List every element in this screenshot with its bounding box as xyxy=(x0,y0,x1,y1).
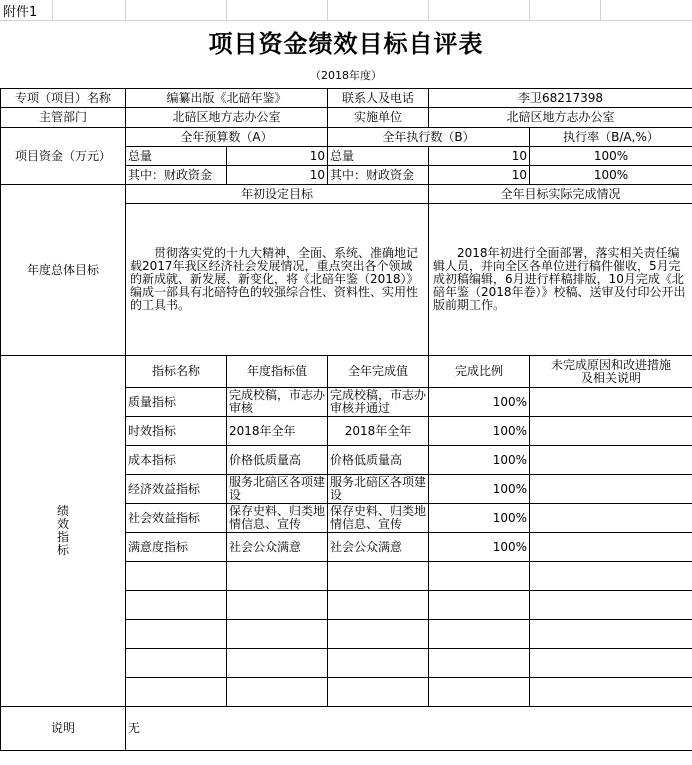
exec-header[interactable]: 全年执行数（B） xyxy=(328,128,530,147)
empty-cell[interactable] xyxy=(328,620,429,649)
indicator-name[interactable]: 满意度指标 xyxy=(126,533,227,562)
indicator-reason[interactable] xyxy=(530,388,692,417)
empty-cell[interactable] xyxy=(328,562,429,591)
grid-line xyxy=(52,0,53,20)
indicator-reason[interactable] xyxy=(530,504,692,533)
indicator-name[interactable]: 时效指标 xyxy=(126,417,227,446)
project-name-cell[interactable]: 编纂出版《北碚年鉴》 xyxy=(126,89,328,108)
empty-cell[interactable] xyxy=(328,678,429,707)
empty-cell[interactable] xyxy=(429,591,530,620)
indicator-char: 效 xyxy=(56,517,69,531)
indicator-ratio-header[interactable]: 完成比例 xyxy=(429,356,530,388)
actual-header[interactable]: 全年目标实际完成情况 xyxy=(429,185,692,204)
dept-label[interactable]: 主管部门 xyxy=(1,108,126,128)
reason-header-line: 及相关说明 xyxy=(581,370,642,385)
empty-cell[interactable] xyxy=(126,678,227,707)
empty-cell[interactable] xyxy=(429,562,530,591)
indicator-char: 指 xyxy=(56,530,69,544)
indicator-ratio[interactable]: 100% xyxy=(429,388,530,417)
indicator-target[interactable]: 2018年全年 xyxy=(227,417,328,446)
form-title[interactable]: 项目资金绩效目标自评表 xyxy=(208,29,484,58)
attachment-label[interactable]: 附件1 xyxy=(3,5,38,20)
year-label[interactable]: （2018年度） xyxy=(310,69,382,82)
overall-header-row xyxy=(1,185,692,204)
indicator-reason[interactable] xyxy=(530,475,692,504)
funds-label[interactable]: 项目资金（万元） xyxy=(1,128,126,185)
funds-fiscal-exec[interactable]: 10 xyxy=(429,166,530,185)
indicator-actual-header[interactable]: 全年完成值 xyxy=(328,356,429,388)
grid-line xyxy=(226,0,227,20)
contact-label[interactable]: 联系人及电话 xyxy=(328,89,429,108)
indicator-reason[interactable] xyxy=(530,533,692,562)
note-row xyxy=(1,707,692,751)
empty-cell[interactable] xyxy=(227,649,328,678)
empty-cell[interactable] xyxy=(227,620,328,649)
top-grid-row xyxy=(0,0,692,21)
indicator-target-header[interactable]: 年度指标值 xyxy=(227,356,328,388)
funds-fiscal-rate[interactable]: 100% xyxy=(530,166,692,185)
grid-line xyxy=(600,0,601,20)
indicator-section-label[interactable] xyxy=(1,356,126,707)
funds-total-exec-label[interactable]: 总量 xyxy=(328,147,429,166)
indicator-target[interactable]: 保存史料、归类地情信息、宣传 xyxy=(227,504,328,533)
indicator-name[interactable]: 成本指标 xyxy=(126,446,227,475)
rate-header[interactable]: 执行率（B/A,%） xyxy=(530,128,692,147)
impl-cell[interactable]: 北碚区地方志办公室 xyxy=(429,108,692,128)
indicator-target[interactable]: 服务北碚区各项建设 xyxy=(227,475,328,504)
funds-total-budget[interactable]: 10 xyxy=(227,147,328,166)
empty-cell[interactable] xyxy=(429,678,530,707)
indicator-reason-header[interactable] xyxy=(530,356,692,388)
indicator-ratio[interactable]: 100% xyxy=(429,446,530,475)
empty-cell[interactable] xyxy=(126,620,227,649)
empty-cell[interactable] xyxy=(126,649,227,678)
grid-line xyxy=(428,0,429,20)
indicator-actual[interactable]: 服务北碚区各项建设 xyxy=(328,475,429,504)
evaluation-table xyxy=(0,88,692,751)
empty-cell[interactable] xyxy=(227,562,328,591)
indicator-header-row xyxy=(1,356,692,388)
dept-cell[interactable]: 北碚区地方志办公室 xyxy=(126,108,328,128)
empty-cell[interactable] xyxy=(126,562,227,591)
empty-cell[interactable] xyxy=(227,591,328,620)
department-row xyxy=(1,108,692,128)
indicator-target[interactable]: 社会公众满意 xyxy=(227,533,328,562)
indicator-name-header[interactable]: 指标名称 xyxy=(126,356,227,388)
empty-cell[interactable] xyxy=(429,649,530,678)
indicator-reason[interactable] xyxy=(530,446,692,475)
indicator-target[interactable]: 完成校稿，市志办审核 xyxy=(227,388,328,417)
grid-line xyxy=(125,0,126,20)
indicator-target[interactable]: 价格低质量高 xyxy=(227,446,328,475)
empty-cell[interactable] xyxy=(227,678,328,707)
funds-header-row xyxy=(1,128,692,147)
indicator-actual[interactable]: 社会公众满意 xyxy=(328,533,429,562)
budget-header[interactable]: 全年预算数（A） xyxy=(126,128,328,147)
indicator-ratio[interactable]: 100% xyxy=(429,504,530,533)
overall-label[interactable]: 年度总体目标 xyxy=(1,185,126,356)
indicator-char: 绩 xyxy=(56,504,69,518)
empty-cell[interactable] xyxy=(328,591,429,620)
reason-header-line: 未完成原因和改进措施 xyxy=(551,357,672,372)
grid-line xyxy=(529,0,530,20)
empty-cell[interactable] xyxy=(530,591,692,620)
empty-cell[interactable] xyxy=(530,649,692,678)
funds-fiscal-exec-label[interactable]: 其中：财政资金 xyxy=(328,166,429,185)
indicator-actual[interactable]: 完成校稿，市志办审核并通过 xyxy=(328,388,429,417)
indicator-name[interactable]: 社会效益指标 xyxy=(126,504,227,533)
empty-cell[interactable] xyxy=(530,678,692,707)
empty-cell[interactable] xyxy=(429,620,530,649)
empty-cell[interactable] xyxy=(328,649,429,678)
indicator-actual[interactable]: 保存史料、归类地情信息、宣传 xyxy=(328,504,429,533)
indicator-actual[interactable]: 价格低质量高 xyxy=(328,446,429,475)
funds-fiscal-label[interactable]: 其中：财政资金 xyxy=(126,166,227,185)
impl-label[interactable]: 实施单位 xyxy=(328,108,429,128)
empty-cell[interactable] xyxy=(126,591,227,620)
project-name-row xyxy=(1,89,692,108)
funds-fiscal-budget[interactable]: 10 xyxy=(227,166,328,185)
grid-line xyxy=(327,0,328,20)
indicator-ratio[interactable]: 100% xyxy=(429,475,530,504)
empty-cell[interactable] xyxy=(530,620,692,649)
contact-cell[interactable]: 李卫68217398 xyxy=(429,89,692,108)
indicator-ratio[interactable]: 100% xyxy=(429,417,530,446)
indicator-name[interactable]: 质量指标 xyxy=(126,388,227,417)
empty-cell[interactable] xyxy=(530,562,692,591)
planned-header[interactable]: 年初设定目标 xyxy=(126,185,429,204)
indicator-reason[interactable] xyxy=(530,417,692,446)
indicator-ratio[interactable]: 100% xyxy=(429,533,530,562)
project-name-label[interactable]: 专项（项目）名称 xyxy=(1,89,126,108)
funds-total-exec[interactable]: 10 xyxy=(429,147,530,166)
funds-total-label[interactable]: 总量 xyxy=(126,147,227,166)
note-value[interactable]: 无 xyxy=(126,707,692,751)
indicator-char: 标 xyxy=(56,543,69,557)
indicator-actual[interactable]: 2018年全年 xyxy=(328,417,429,446)
planned-text[interactable]: 贯彻落实党的十九大精神，全面、系统、准确地记载2017年我区经济社会发展情况，重点突出各个领域的新成就、新发展、新变化，将《北碚年鉴（2018）》编成一部具有北碚特色的较强综合性、资料性、实用性的工具书。 xyxy=(126,204,429,356)
indicator-name[interactable]: 经济效益指标 xyxy=(126,475,227,504)
actual-text[interactable]: 2018年初进行全面部署，落实相关责任编辑人员，并向全区各单位进行稿件催收，5月完成初稿编辑，6月进行样稿排版，10月完成《北碚年鉴（2018年卷）》校稿、送审及付印公开出版前期工作。 xyxy=(429,204,692,356)
note-label[interactable]: 说明 xyxy=(1,707,126,751)
funds-total-rate[interactable]: 100% xyxy=(530,147,692,166)
